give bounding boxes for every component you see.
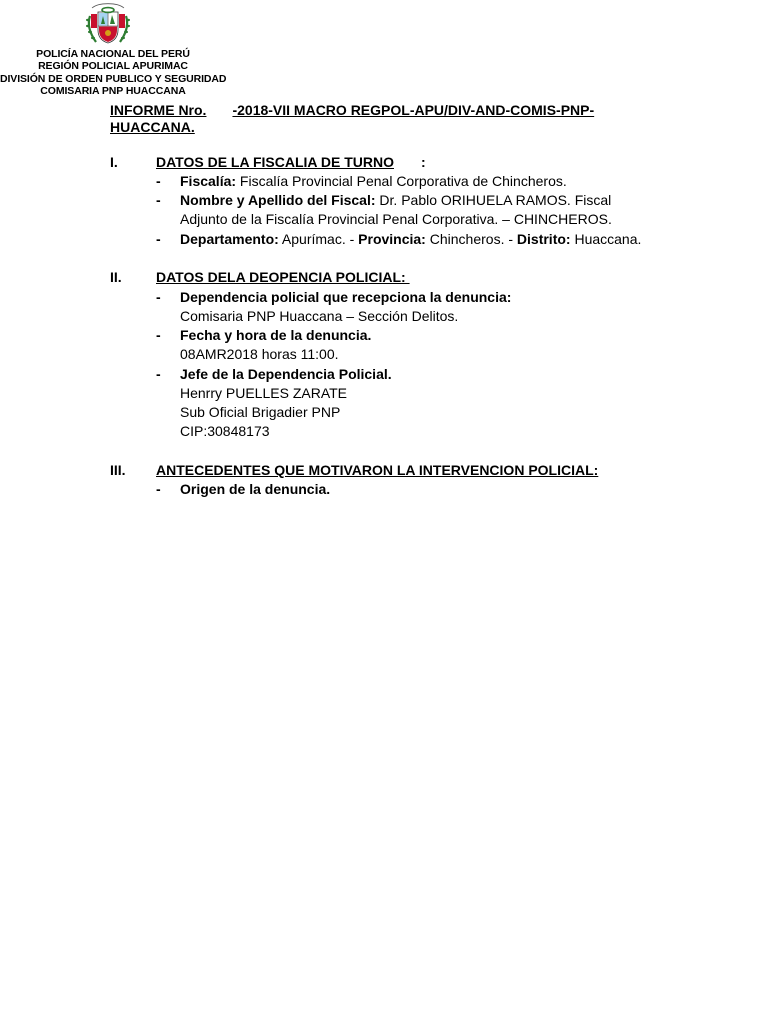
header-line-1: POLICÍA NACIONAL DEL PERÚ bbox=[36, 48, 190, 60]
fiscal-value-line-2: Adjunto de la Fiscalía Provincial Penal Corporativa. – CHINCHEROS. bbox=[180, 211, 612, 227]
bullet-dash: - bbox=[156, 481, 161, 497]
header-line-4: COMISARIA PNP HUACCANA bbox=[40, 85, 186, 98]
jefe-cip: CIP:30848173 bbox=[180, 423, 270, 439]
dependencia-label: Dependencia policial que recepciona la denuncia: bbox=[180, 289, 512, 305]
distrito-value: Huaccana. bbox=[570, 231, 642, 247]
fecha-label: Fecha y hora de la denuncia. bbox=[180, 327, 372, 343]
section-2-number: II. bbox=[110, 269, 122, 285]
bullet-dash: - bbox=[156, 366, 161, 382]
bullet-dash: - bbox=[156, 289, 161, 305]
report-title-part-3: HUACCANA. bbox=[110, 119, 195, 135]
jefe-label: Jefe de la Dependencia Policial. bbox=[180, 366, 392, 382]
section-1-title-text: DATOS DE LA FISCALIA DE TURNO bbox=[156, 154, 394, 170]
report-title-part-1: INFORME Nro. bbox=[110, 102, 207, 118]
origen-label: Origen de la denuncia. bbox=[180, 481, 331, 497]
departamento-value: Apurímac. - bbox=[278, 231, 359, 247]
peru-coat-of-arms-seal bbox=[82, 2, 134, 48]
bullet-dash: - bbox=[156, 173, 161, 189]
fiscal-label: Nombre y Apellido del Fiscal: bbox=[180, 192, 376, 208]
jefe-name: Henrry PUELLES ZARATE bbox=[180, 385, 348, 401]
section-3-number: III. bbox=[110, 462, 126, 478]
report-title bbox=[110, 102, 670, 136]
fiscalia-value: Fiscalía Provincial Penal Corporativa de Chincheros. bbox=[236, 173, 567, 189]
report-title-part-2: -2018-VII MACRO REGPOL-APU/DIV-AND-COMIS-PNP- bbox=[232, 102, 595, 118]
provincia-label: Provincia: bbox=[358, 231, 426, 247]
bullet-dash: - bbox=[156, 327, 161, 343]
bullet-dash: - bbox=[156, 231, 161, 247]
fecha-value: 08AMR2018 horas 11:00. bbox=[180, 346, 339, 362]
header-line-3: DIVISIÓN DE ORDEN PUBLICO Y SEGURIDAD bbox=[0, 72, 227, 85]
bullet-dash: - bbox=[156, 192, 161, 208]
jefe-rank: Sub Oficial Brigadier PNP bbox=[180, 404, 341, 420]
distrito-label: Distrito: bbox=[516, 231, 571, 247]
fiscal-value-line-1: Dr. Pablo ORIHUELA RAMOS. Fiscal bbox=[375, 192, 612, 208]
departamento-label: Departamento: bbox=[180, 231, 279, 247]
institution-header bbox=[0, 48, 226, 98]
dependencia-value: Comisaria PNP Huaccana – Sección Delitos. bbox=[180, 308, 459, 324]
provincia-value: Chincheros. - bbox=[425, 231, 517, 247]
section-1-colon: : bbox=[421, 154, 426, 170]
section-1-title bbox=[156, 153, 394, 172]
header-line-2: REGIÓN POLICIAL APURIMAC bbox=[38, 60, 188, 73]
coat-of-arms-icon bbox=[82, 2, 134, 48]
section-1-number: I. bbox=[110, 154, 118, 170]
section-2-title: DATOS DELA DEOPENCIA POLICIAL: bbox=[156, 269, 410, 285]
fiscalia-label: Fiscalía: bbox=[180, 173, 237, 189]
section-3-title: ANTECEDENTES QUE MOTIVARON LA INTERVENCION POLICIAL: bbox=[156, 462, 599, 478]
